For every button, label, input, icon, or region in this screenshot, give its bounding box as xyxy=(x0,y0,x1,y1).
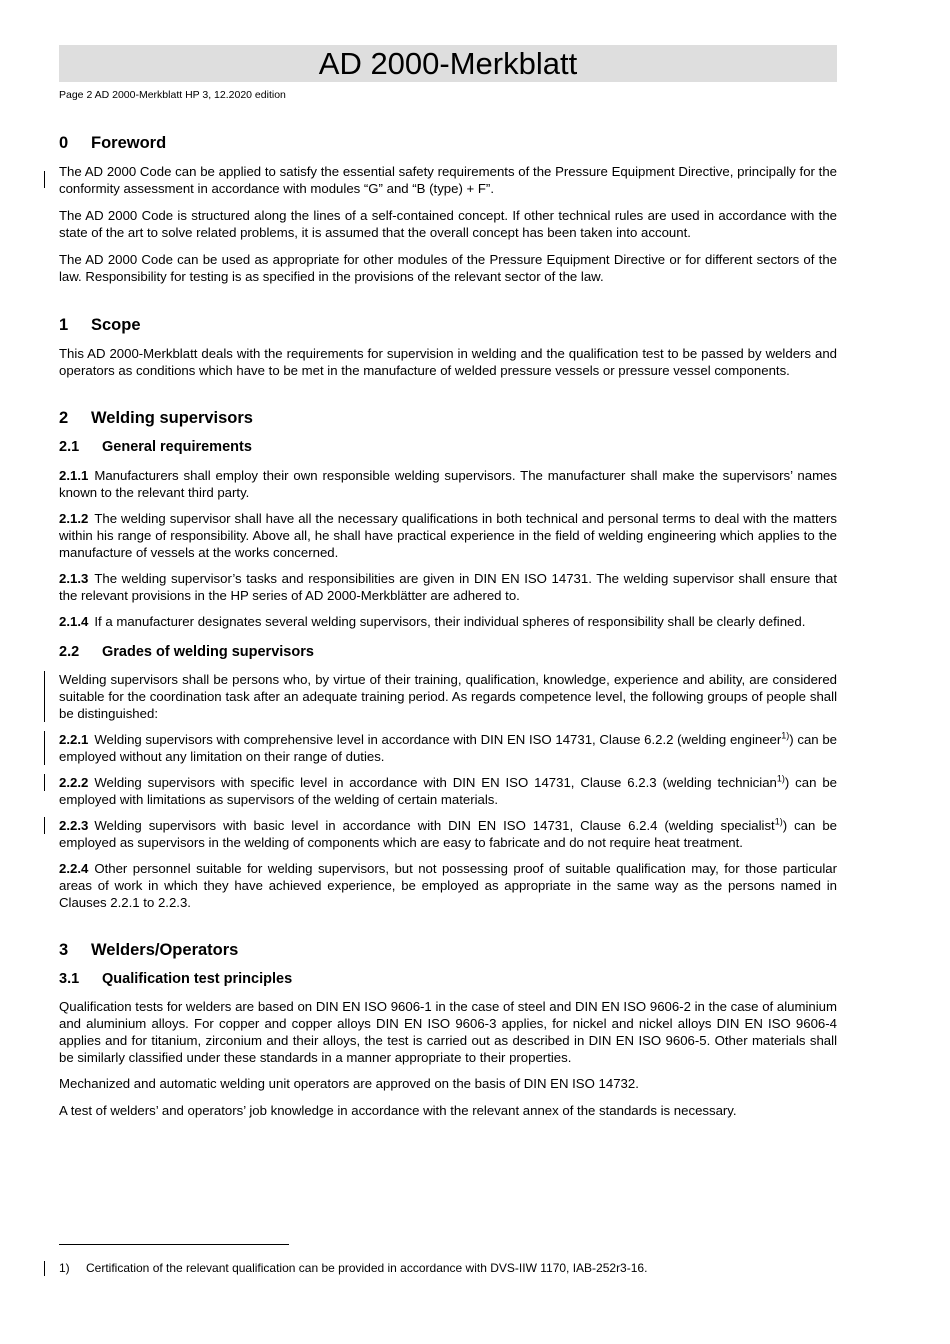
clause-2-1-2: 2.1.2 The welding supervisor shall have all the necessary qualifications in both technical and personal terms to deal with the matters within his range of responsibility. Above all, he shall have practical experience in the field of welding engineering which applies to the manufacture of vessels at the works concerned. xyxy=(59,511,837,560)
qualification-paragraph-2: Mechanized and automatic welding unit operators are approved on the basis of DIN EN ISO 14732. xyxy=(59,1076,639,1091)
clause-2-2-3: 2.2.3 Welding supervisors with basic level in accordance with DIN EN ISO 14731, Clause 6.2.4 (welding specialist$^{1)}$) can be employed as supervisors in the welding of components which are easy to fabricate and do not require heat treatment. xyxy=(59,817,837,851)
section-0-heading: 0 Foreword xyxy=(59,134,167,152)
footnote xyxy=(59,1261,647,1276)
section-1-heading: 1 Scope xyxy=(59,316,141,334)
clause-2-1-1: 2.1.1 Manufacturers shall employ their own responsible welding supervisors. The manufacturer shall make the supervisors’ names known to the relevant third party. xyxy=(59,468,837,500)
foreword-paragraph-1: The AD 2000 Code can be applied to satisfy the essential safety requirements of the Pressure Equipment Directive, principally for the conformity assessment in accordance with modules “G” and “B (type) + F”. xyxy=(59,163,837,197)
qualification-paragraph-1: Qualification tests for welders are based on DIN EN ISO 9606-1 in the case of steel and DIN EN ISO 9606-2 in the case of aluminium and aluminium alloys. For copper and copper alloys DIN EN ISO 9606-3 applies, for nickel and nickel alloys DIN EN ISO 9606-4 applies and for titanium, zirconium and their alloys, the test is carried out as described in DIN EN ISO 9606-5. Other materials shall be similarly classified under these standards in a manner appropriate to their properties. xyxy=(59,999,837,1065)
change-bar xyxy=(44,731,45,765)
scope-paragraph: This AD 2000-Merkblatt deals with the requirements for supervision in welding and the qualification test to be passed by welders and operators as conditions which have to be met in the manufacture of welded pressure vessels or pressure vessel components. xyxy=(59,346,837,378)
clause-2-1-3: 2.1.3 The welding supervisor’s tasks and responsibilities are given in DIN EN ISO 14731. The welding supervisor shall ensure that the relevant provisions in the HP series of AD 2000-Merkblätter are adhered to. xyxy=(59,571,837,603)
section-2-1-heading: 2.1 General requirements xyxy=(59,439,252,455)
footnote-text: Certification of the relevant qualification can be provided in accordance with DVS-IIW 1170, IAB-252r3-16. xyxy=(86,1261,648,1275)
document-title-banner xyxy=(59,45,837,82)
footnote-separator xyxy=(59,1244,289,1245)
footnote-ref: 1) xyxy=(776,773,785,784)
change-bar xyxy=(44,817,45,834)
qualification-paragraph-3: A test of welders’ and operators’ job knowledge in accordance with the relevant annex of the standards is necessary. xyxy=(59,1103,737,1118)
document-body xyxy=(59,132,837,1119)
clause-2-2-4: 2.2.4 Other personnel suitable for welding supervisors, but not possessing proof of suitable qualification may, for those particular areas of work in which they have achieved experience, be employed as appropriate in the same way as the persons named in Clauses 2.2.1 to 2.2.3. xyxy=(59,861,837,910)
footnote-ref: 1) xyxy=(781,730,790,741)
section-2-heading: 2 Welding supervisors xyxy=(59,409,253,427)
footnote-number: 1) xyxy=(59,1261,70,1275)
page-reference: Page 2 AD 2000-Merkblatt HP 3, 12.2020 edition xyxy=(59,89,286,101)
change-bar xyxy=(44,774,45,791)
section-3-1-heading: 3.1 Qualification test principles xyxy=(59,971,293,987)
section-3-heading: 3 Welders/Operators xyxy=(59,941,239,959)
clause-2-1-4: 2.1.4 If a manufacturer designates several welding supervisors, their individual spheres of responsibility shall be clearly defined. xyxy=(59,614,806,629)
section-2-2-heading: 2.2 Grades of welding supervisors xyxy=(59,644,314,660)
change-bar xyxy=(44,1261,45,1276)
foreword-paragraph-3: The AD 2000 Code can be used as appropriate for other modules of the Pressure Equipment Directive or for different sectors of the law. Responsibility for testing is as specified in the provisions of the relevant sector of the law. xyxy=(59,252,837,284)
footnote-ref: 1) xyxy=(774,816,783,827)
document-title: AD 2000-Merkblatt xyxy=(318,46,578,81)
foreword-paragraph-2: The AD 2000 Code is structured along the lines of a self-contained concept. If other technical rules are used in accordance with the state of the art to solve related problems, it is assumed that the overall concept has been taken into account. xyxy=(59,208,837,240)
grades-intro-paragraph: Welding supervisors shall be persons who, by virtue of their training, qualification, knowledge, experience and ability, are considered suitable for the coordination task after an adequate training period. As regards competence level, the following groups of people shall be distinguished: xyxy=(59,671,837,722)
clause-2-2-2: 2.2.2 Welding supervisors with specific level in accordance with DIN EN ISO 14731, Clause 6.2.3 (welding technician$^{1)}$) can be employed with limitations as supervisors of the welding of certain materials. xyxy=(59,774,837,808)
change-bar xyxy=(44,671,45,722)
change-bar xyxy=(44,171,45,188)
clause-2-2-1: 2.2.1 Welding supervisors with comprehensive level in accordance with DIN EN ISO 14731, Clause 6.2.2 (welding engineer$^{1)}$) can be employed without any limitation on their range of duties. xyxy=(59,731,837,765)
